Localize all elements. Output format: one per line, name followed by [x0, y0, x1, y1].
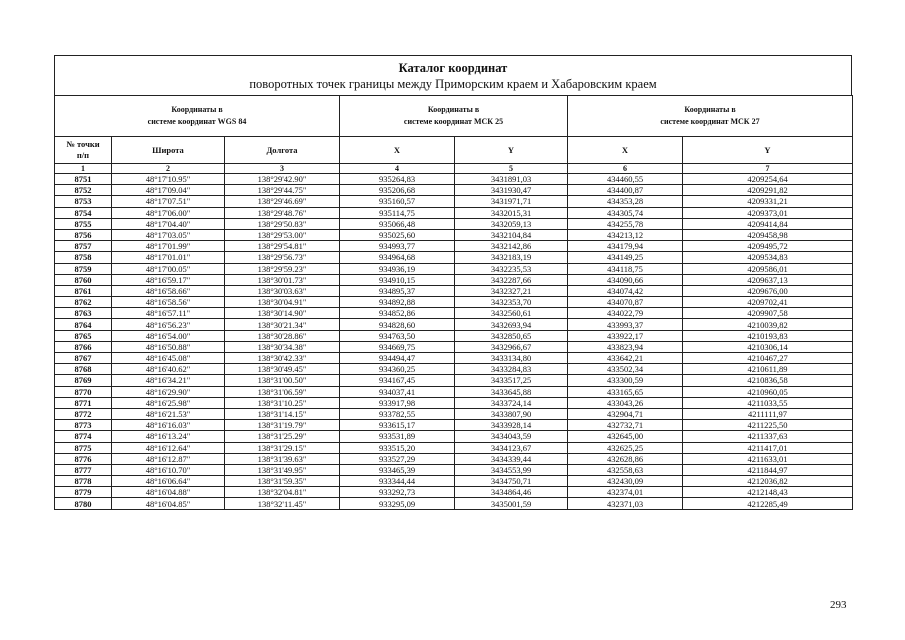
cell-msk25-x: 934828,60	[340, 319, 455, 330]
table-row	[55, 476, 853, 487]
cell-longitude: 138°30'28.86"	[225, 330, 340, 341]
cell-msk25-y: 3433645,88	[455, 386, 568, 397]
cell-msk25-x: 934852,86	[340, 308, 455, 319]
table-row	[55, 442, 853, 453]
table-row	[55, 207, 853, 218]
cell-msk27-x: 433642,21	[568, 353, 683, 364]
coordinate-catalog-sheet	[54, 55, 852, 510]
cell-msk27-x: 434179,94	[568, 241, 683, 252]
cell-msk25-y: 3433807,90	[455, 408, 568, 419]
cell-msk25-y: 3434864,46	[455, 487, 568, 498]
cell-point-number: 8751	[55, 174, 112, 185]
cell-msk25-y: 3434123,67	[455, 442, 568, 453]
table-row	[55, 353, 853, 364]
cell-msk25-y: 3432104,84	[455, 229, 568, 240]
group-header-msk25: Координаты в системе координат МСК 25	[340, 96, 568, 137]
cell-point-number: 8752	[55, 185, 112, 196]
cell-latitude: 48°17'10.95"	[112, 174, 225, 185]
cell-longitude: 138°29'53.00"	[225, 229, 340, 240]
cell-msk27-x: 434118,75	[568, 263, 683, 274]
cell-msk25-x: 935066,48	[340, 218, 455, 229]
cell-msk25-y: 3432693,94	[455, 319, 568, 330]
table-row	[55, 285, 853, 296]
cell-msk27-x: 434255,78	[568, 218, 683, 229]
cell-latitude: 48°16'16.03"	[112, 420, 225, 431]
cell-msk27-y: 4210306,14	[683, 341, 853, 352]
cell-msk25-y: 3432353,70	[455, 297, 568, 308]
cell-point-number: 8773	[55, 420, 112, 431]
cell-msk27-x: 433823,94	[568, 341, 683, 352]
cell-msk27-x: 434070,87	[568, 297, 683, 308]
cell-latitude: 48°16'12.87"	[112, 453, 225, 464]
cell-longitude: 138°29'46.69"	[225, 196, 340, 207]
column-header-row	[55, 137, 853, 164]
cell-latitude: 48°16'25.98"	[112, 397, 225, 408]
cell-msk25-x: 933465,39	[340, 464, 455, 475]
cell-longitude: 138°31'49.95"	[225, 464, 340, 475]
cell-longitude: 138°30'04.91"	[225, 297, 340, 308]
cell-msk25-x: 935160,57	[340, 196, 455, 207]
column-number-row	[55, 164, 853, 174]
cell-latitude: 48°16'21.53"	[112, 408, 225, 419]
cell-point-number: 8769	[55, 375, 112, 386]
table-row	[55, 341, 853, 352]
cell-msk27-x: 432645,00	[568, 431, 683, 442]
cell-msk25-y: 3433724,14	[455, 397, 568, 408]
cell-point-number: 8759	[55, 263, 112, 274]
column-header-msk25-y: Y	[455, 137, 568, 164]
cell-msk25-y: 3434339,44	[455, 453, 568, 464]
cell-msk27-y: 4211417,01	[683, 442, 853, 453]
cell-msk25-y: 3431930,47	[455, 185, 568, 196]
cell-msk25-x: 933295,09	[340, 498, 455, 509]
cell-latitude: 48°16'59.17"	[112, 274, 225, 285]
group-header-msk27: Координаты в системе координат МСК 27	[568, 96, 853, 137]
cell-latitude: 48°17'09.04"	[112, 185, 225, 196]
cell-longitude: 138°32'11.45"	[225, 498, 340, 509]
cell-msk27-y: 4209702,41	[683, 297, 853, 308]
cell-msk25-y: 3434043,59	[455, 431, 568, 442]
column-number: 2	[112, 164, 225, 174]
table-row	[55, 420, 853, 431]
cell-msk27-x: 432628,86	[568, 453, 683, 464]
table-row	[55, 386, 853, 397]
cell-point-number: 8762	[55, 297, 112, 308]
cell-point-number: 8775	[55, 442, 112, 453]
table-row	[55, 487, 853, 498]
group-header-row	[55, 96, 853, 137]
page-number: 293	[830, 599, 847, 611]
cell-msk25-x: 934936,19	[340, 263, 455, 274]
table-row	[55, 174, 853, 185]
cell-msk25-x: 933917,98	[340, 397, 455, 408]
cell-point-number: 8778	[55, 476, 112, 487]
cell-msk27-x: 433043,26	[568, 397, 683, 408]
cell-point-number: 8761	[55, 285, 112, 296]
cell-msk25-y: 3432142,86	[455, 241, 568, 252]
cell-longitude: 138°31'10.25"	[225, 397, 340, 408]
cell-longitude: 138°31'39.63"	[225, 453, 340, 464]
cell-msk27-y: 4209254,64	[683, 174, 853, 185]
cell-latitude: 48°16'58.56"	[112, 297, 225, 308]
cell-msk27-x: 432904,71	[568, 408, 683, 419]
cell-msk25-x: 934993,77	[340, 241, 455, 252]
table-row	[55, 375, 853, 386]
cell-longitude: 138°29'42.90"	[225, 174, 340, 185]
cell-longitude: 138°30'01.73"	[225, 274, 340, 285]
cell-latitude: 48°16'06.64"	[112, 476, 225, 487]
cell-longitude: 138°31'00.50"	[225, 375, 340, 386]
cell-msk25-x: 934494,47	[340, 353, 455, 364]
cell-point-number: 8779	[55, 487, 112, 498]
cell-msk25-x: 935264,83	[340, 174, 455, 185]
cell-msk25-x: 933344,44	[340, 476, 455, 487]
cell-msk25-y: 3432966,67	[455, 341, 568, 352]
cell-latitude: 48°16'12.64"	[112, 442, 225, 453]
table-row	[55, 464, 853, 475]
cell-msk25-y: 3432183,19	[455, 252, 568, 263]
cell-msk27-x: 434022,79	[568, 308, 683, 319]
cell-msk25-x: 935114,75	[340, 207, 455, 218]
cell-msk25-y: 3431891,03	[455, 174, 568, 185]
cell-msk25-x: 934895,37	[340, 285, 455, 296]
cell-msk25-y: 3432059,13	[455, 218, 568, 229]
cell-msk25-y: 3434553,99	[455, 464, 568, 475]
cell-msk27-x: 432625,25	[568, 442, 683, 453]
cell-point-number: 8760	[55, 274, 112, 285]
cell-msk27-y: 4210039,82	[683, 319, 853, 330]
cell-msk25-y: 3433928,14	[455, 420, 568, 431]
cell-longitude: 138°31'14.15"	[225, 408, 340, 419]
cell-latitude: 48°17'06.00"	[112, 207, 225, 218]
cell-msk25-y: 3434750,71	[455, 476, 568, 487]
cell-msk27-y: 4209907,58	[683, 308, 853, 319]
cell-msk25-y: 3435001,59	[455, 498, 568, 509]
cell-point-number: 8766	[55, 341, 112, 352]
table-row	[55, 274, 853, 285]
cell-msk27-x: 433300,59	[568, 375, 683, 386]
cell-msk25-y: 3433284,83	[455, 364, 568, 375]
column-header-msk27-y: Y	[683, 137, 853, 164]
cell-longitude: 138°29'56.73"	[225, 252, 340, 263]
cell-msk27-y: 4212285,49	[683, 498, 853, 509]
cell-msk25-x: 935025,60	[340, 229, 455, 240]
table-row	[55, 297, 853, 308]
group-header-wgs84: Координаты в системе координат WGS 84	[55, 96, 340, 137]
cell-msk25-x: 933292,73	[340, 487, 455, 498]
cell-msk27-y: 4212036,82	[683, 476, 853, 487]
cell-longitude: 138°30'34.38"	[225, 341, 340, 352]
table-body	[55, 174, 853, 510]
cell-msk27-x: 434460,55	[568, 174, 683, 185]
cell-point-number: 8770	[55, 386, 112, 397]
cell-msk25-x: 934910,15	[340, 274, 455, 285]
cell-latitude: 48°16'57.11"	[112, 308, 225, 319]
cell-msk27-x: 434213,12	[568, 229, 683, 240]
cell-msk27-x: 432732,71	[568, 420, 683, 431]
cell-msk27-y: 4210611,89	[683, 364, 853, 375]
cell-point-number: 8758	[55, 252, 112, 263]
cell-point-number: 8771	[55, 397, 112, 408]
cell-msk27-x: 432371,03	[568, 498, 683, 509]
table-row	[55, 319, 853, 330]
page-subtitle: поворотных точек границы между Приморским краем и Хабаровским краем	[249, 77, 657, 91]
cell-msk27-y: 4209458,98	[683, 229, 853, 240]
cell-latitude: 48°16'10.70"	[112, 464, 225, 475]
table-row	[55, 397, 853, 408]
cell-msk25-y: 3433517,25	[455, 375, 568, 386]
table-row	[55, 408, 853, 419]
column-number: 7	[683, 164, 853, 174]
cell-point-number: 8763	[55, 308, 112, 319]
cell-longitude: 138°29'54.81"	[225, 241, 340, 252]
cell-msk27-y: 4210960,05	[683, 386, 853, 397]
cell-latitude: 48°16'50.88"	[112, 341, 225, 352]
cell-longitude: 138°31'29.15"	[225, 442, 340, 453]
cell-point-number: 8765	[55, 330, 112, 341]
cell-msk25-y: 3432850,65	[455, 330, 568, 341]
column-number: 5	[455, 164, 568, 174]
cell-latitude: 48°16'04.88"	[112, 487, 225, 498]
column-header-msk25-x: X	[340, 137, 455, 164]
column-header-latitude: Широта	[112, 137, 225, 164]
cell-point-number: 8767	[55, 353, 112, 364]
cell-latitude: 48°17'00.05"	[112, 263, 225, 274]
cell-latitude: 48°17'01.01"	[112, 252, 225, 263]
column-number: 1	[55, 164, 112, 174]
cell-msk25-x: 934037,41	[340, 386, 455, 397]
cell-msk25-x: 934763,50	[340, 330, 455, 341]
cell-longitude: 138°30'42.33"	[225, 353, 340, 364]
cell-point-number: 8772	[55, 408, 112, 419]
cell-point-number: 8776	[55, 453, 112, 464]
page-title: Каталог координат	[398, 61, 508, 75]
cell-latitude: 48°17'01.99"	[112, 241, 225, 252]
cell-msk27-y: 4209414,84	[683, 218, 853, 229]
cell-msk27-x: 433922,17	[568, 330, 683, 341]
cell-latitude: 48°16'40.62"	[112, 364, 225, 375]
cell-point-number: 8757	[55, 241, 112, 252]
table-row	[55, 241, 853, 252]
cell-msk25-x: 933515,20	[340, 442, 455, 453]
column-number: 4	[340, 164, 455, 174]
cell-point-number: 8777	[55, 464, 112, 475]
column-number: 3	[225, 164, 340, 174]
cell-msk25-y: 3432560,61	[455, 308, 568, 319]
cell-longitude: 138°31'06.59"	[225, 386, 340, 397]
cell-latitude: 48°16'13.24"	[112, 431, 225, 442]
cell-msk25-y: 3433134,80	[455, 353, 568, 364]
cell-longitude: 138°29'59.23"	[225, 263, 340, 274]
column-number: 6	[568, 164, 683, 174]
cell-msk27-y: 4209495,72	[683, 241, 853, 252]
cell-msk27-x: 432374,01	[568, 487, 683, 498]
cell-msk27-y: 4209676,00	[683, 285, 853, 296]
cell-msk27-y: 4212148,43	[683, 487, 853, 498]
cell-longitude: 138°32'04.81"	[225, 487, 340, 498]
title-box	[54, 55, 852, 95]
cell-point-number: 8756	[55, 229, 112, 240]
cell-latitude: 48°16'29.90"	[112, 386, 225, 397]
cell-msk25-x: 933527,29	[340, 453, 455, 464]
cell-msk27-y: 4209291,82	[683, 185, 853, 196]
cell-point-number: 8764	[55, 319, 112, 330]
table-row	[55, 252, 853, 263]
column-header-longitude: Долгота	[225, 137, 340, 164]
table-row	[55, 364, 853, 375]
cell-msk25-y: 3432015,31	[455, 207, 568, 218]
cell-point-number: 8774	[55, 431, 112, 442]
cell-msk27-y: 4210836,58	[683, 375, 853, 386]
cell-msk27-y: 4211111,97	[683, 408, 853, 419]
cell-msk27-x: 432558,63	[568, 464, 683, 475]
cell-longitude: 138°30'14.90"	[225, 308, 340, 319]
cell-msk25-y: 3432235,53	[455, 263, 568, 274]
cell-latitude: 48°16'34.21"	[112, 375, 225, 386]
cell-longitude: 138°31'59.35"	[225, 476, 340, 487]
cell-msk27-y: 4211633,01	[683, 453, 853, 464]
cell-latitude: 48°16'56.23"	[112, 319, 225, 330]
cell-longitude: 138°30'03.63"	[225, 285, 340, 296]
cell-longitude: 138°29'50.83"	[225, 218, 340, 229]
cell-msk25-y: 3432327,21	[455, 285, 568, 296]
cell-msk27-x: 434090,66	[568, 274, 683, 285]
column-header-msk27-x: X	[568, 137, 683, 164]
cell-msk27-y: 4209373,01	[683, 207, 853, 218]
cell-msk25-x: 933615,17	[340, 420, 455, 431]
cell-msk25-x: 934360,25	[340, 364, 455, 375]
cell-msk27-y: 4211225,50	[683, 420, 853, 431]
cell-msk27-y: 4210193,83	[683, 330, 853, 341]
cell-msk25-x: 935206,68	[340, 185, 455, 196]
cell-msk27-y: 4209637,13	[683, 274, 853, 285]
cell-point-number: 8768	[55, 364, 112, 375]
cell-msk27-y: 4211337,63	[683, 431, 853, 442]
table-row	[55, 185, 853, 196]
cell-msk27-y: 4211844,97	[683, 464, 853, 475]
cell-longitude: 138°29'44.75"	[225, 185, 340, 196]
table-row	[55, 431, 853, 442]
cell-msk27-x: 434305,74	[568, 207, 683, 218]
table-row	[55, 308, 853, 319]
table-row	[55, 196, 853, 207]
cell-latitude: 48°16'54.00"	[112, 330, 225, 341]
cell-msk25-x: 934167,45	[340, 375, 455, 386]
table-row	[55, 229, 853, 240]
cell-latitude: 48°17'03.05"	[112, 229, 225, 240]
cell-msk27-y: 4211033,55	[683, 397, 853, 408]
cell-latitude: 48°17'07.51"	[112, 196, 225, 207]
cell-msk27-x: 432430,09	[568, 476, 683, 487]
cell-msk27-y: 4209534,83	[683, 252, 853, 263]
table-row	[55, 263, 853, 274]
column-header-point: № точки п/п	[55, 137, 112, 164]
table-row	[55, 218, 853, 229]
cell-point-number: 8753	[55, 196, 112, 207]
cell-msk27-x: 433993,37	[568, 319, 683, 330]
cell-msk25-x: 934964,68	[340, 252, 455, 263]
cell-msk27-x: 434353,28	[568, 196, 683, 207]
cell-msk27-y: 4209586,01	[683, 263, 853, 274]
cell-msk27-x: 433165,65	[568, 386, 683, 397]
cell-latitude: 48°16'58.66"	[112, 285, 225, 296]
cell-msk25-x: 934892,88	[340, 297, 455, 308]
cell-msk25-x: 933531,89	[340, 431, 455, 442]
cell-longitude: 138°29'48.76"	[225, 207, 340, 218]
cell-point-number: 8754	[55, 207, 112, 218]
table-row	[55, 498, 853, 509]
cell-longitude: 138°30'49.45"	[225, 364, 340, 375]
cell-msk27-x: 434400,87	[568, 185, 683, 196]
cell-msk27-x: 434149,25	[568, 252, 683, 263]
cell-msk25-x: 934669,75	[340, 341, 455, 352]
cell-msk27-x: 434074,42	[568, 285, 683, 296]
table-row	[55, 453, 853, 464]
coordinates-table	[54, 95, 853, 510]
cell-latitude: 48°16'04.85"	[112, 498, 225, 509]
cell-msk27-y: 4209331,21	[683, 196, 853, 207]
cell-msk27-y: 4210467,27	[683, 353, 853, 364]
cell-msk25-y: 3431971,71	[455, 196, 568, 207]
cell-longitude: 138°31'25.29"	[225, 431, 340, 442]
cell-point-number: 8755	[55, 218, 112, 229]
cell-msk27-x: 433502,34	[568, 364, 683, 375]
table-row	[55, 330, 853, 341]
cell-latitude: 48°16'45.08"	[112, 353, 225, 364]
cell-msk25-y: 3432287,66	[455, 274, 568, 285]
cell-longitude: 138°31'19.79"	[225, 420, 340, 431]
cell-latitude: 48°17'04.40"	[112, 218, 225, 229]
cell-point-number: 8780	[55, 498, 112, 509]
cell-longitude: 138°30'21.34"	[225, 319, 340, 330]
cell-msk25-x: 933782,55	[340, 408, 455, 419]
